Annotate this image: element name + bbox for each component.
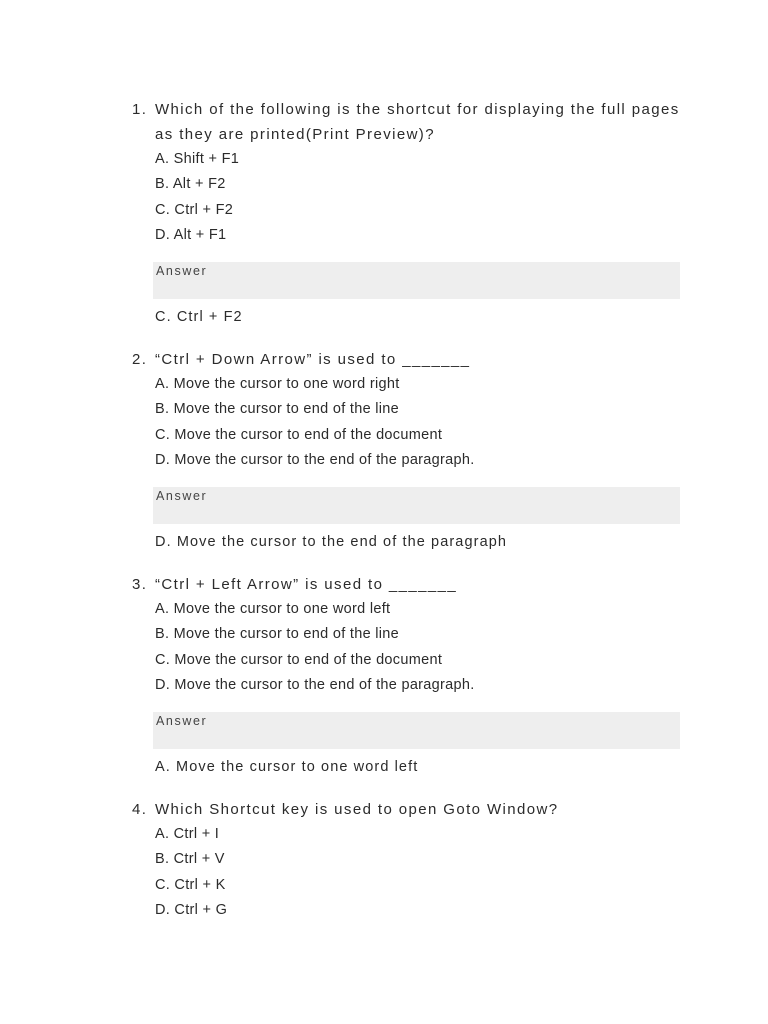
question-number: 2. <box>132 351 148 368</box>
question-1 <box>132 97 692 327</box>
question-number: 3. <box>132 576 148 593</box>
question-number: 4. <box>132 801 148 818</box>
question-number: 1. <box>132 101 148 118</box>
answer-box <box>153 712 680 749</box>
question-text: “Ctrl + Down Arrow” is used to _______ <box>155 351 471 368</box>
question-2 <box>132 347 692 552</box>
question-text: Which of the following is the shortcut for displaying the full pages as they are printed(Print Preview)? <box>155 101 680 143</box>
question-header <box>132 97 692 147</box>
answer-label: Answer <box>156 714 208 729</box>
question-header <box>132 572 692 597</box>
answer-box <box>153 487 680 524</box>
question-4 <box>132 797 692 923</box>
option-b: B. Alt + F2 <box>155 176 226 193</box>
option-d: D. Move the cursor to the end of the paragraph. <box>155 451 475 468</box>
options-list <box>132 372 692 473</box>
answer-label: Answer <box>156 489 208 504</box>
option-d: D. Ctrl + G <box>155 901 228 918</box>
question-3 <box>132 572 692 777</box>
question-text: “Ctrl + Left Arrow” is used to _______ <box>155 576 458 593</box>
option-b: B. Move the cursor to end of the line <box>155 401 400 418</box>
option-a: A. Ctrl + I <box>155 826 220 842</box>
answer-label: Answer <box>156 264 208 279</box>
options-list <box>132 822 692 923</box>
question-text: Which Shortcut key is used to open Goto Window? <box>155 801 559 818</box>
answer-text: D. Move the cursor to the end of the paragraph <box>155 534 508 551</box>
options-list <box>132 597 692 698</box>
option-b: B. Ctrl + V <box>155 851 225 868</box>
answer-text: A. Move the cursor to one word left <box>155 759 419 776</box>
option-a: A. Move the cursor to one word left <box>155 601 391 617</box>
option-a: A. Move the cursor to one word right <box>155 376 400 392</box>
option-c: C. Move the cursor to end of the document <box>155 651 443 668</box>
option-a: A. Shift + F1 <box>155 151 240 167</box>
answer-box <box>153 262 680 299</box>
option-d: D. Move the cursor to the end of the paragraph. <box>155 676 475 693</box>
option-c: C. Ctrl + K <box>155 876 226 893</box>
options-list <box>132 147 692 248</box>
answer-text: C. Ctrl + F2 <box>155 309 243 326</box>
option-b: B. Move the cursor to end of the line <box>155 626 400 643</box>
option-c: C. Move the cursor to end of the document <box>155 426 443 443</box>
question-header <box>132 347 692 372</box>
option-d: D. Alt + F1 <box>155 226 227 243</box>
question-header <box>132 797 692 822</box>
option-c: C. Ctrl + F2 <box>155 201 234 218</box>
